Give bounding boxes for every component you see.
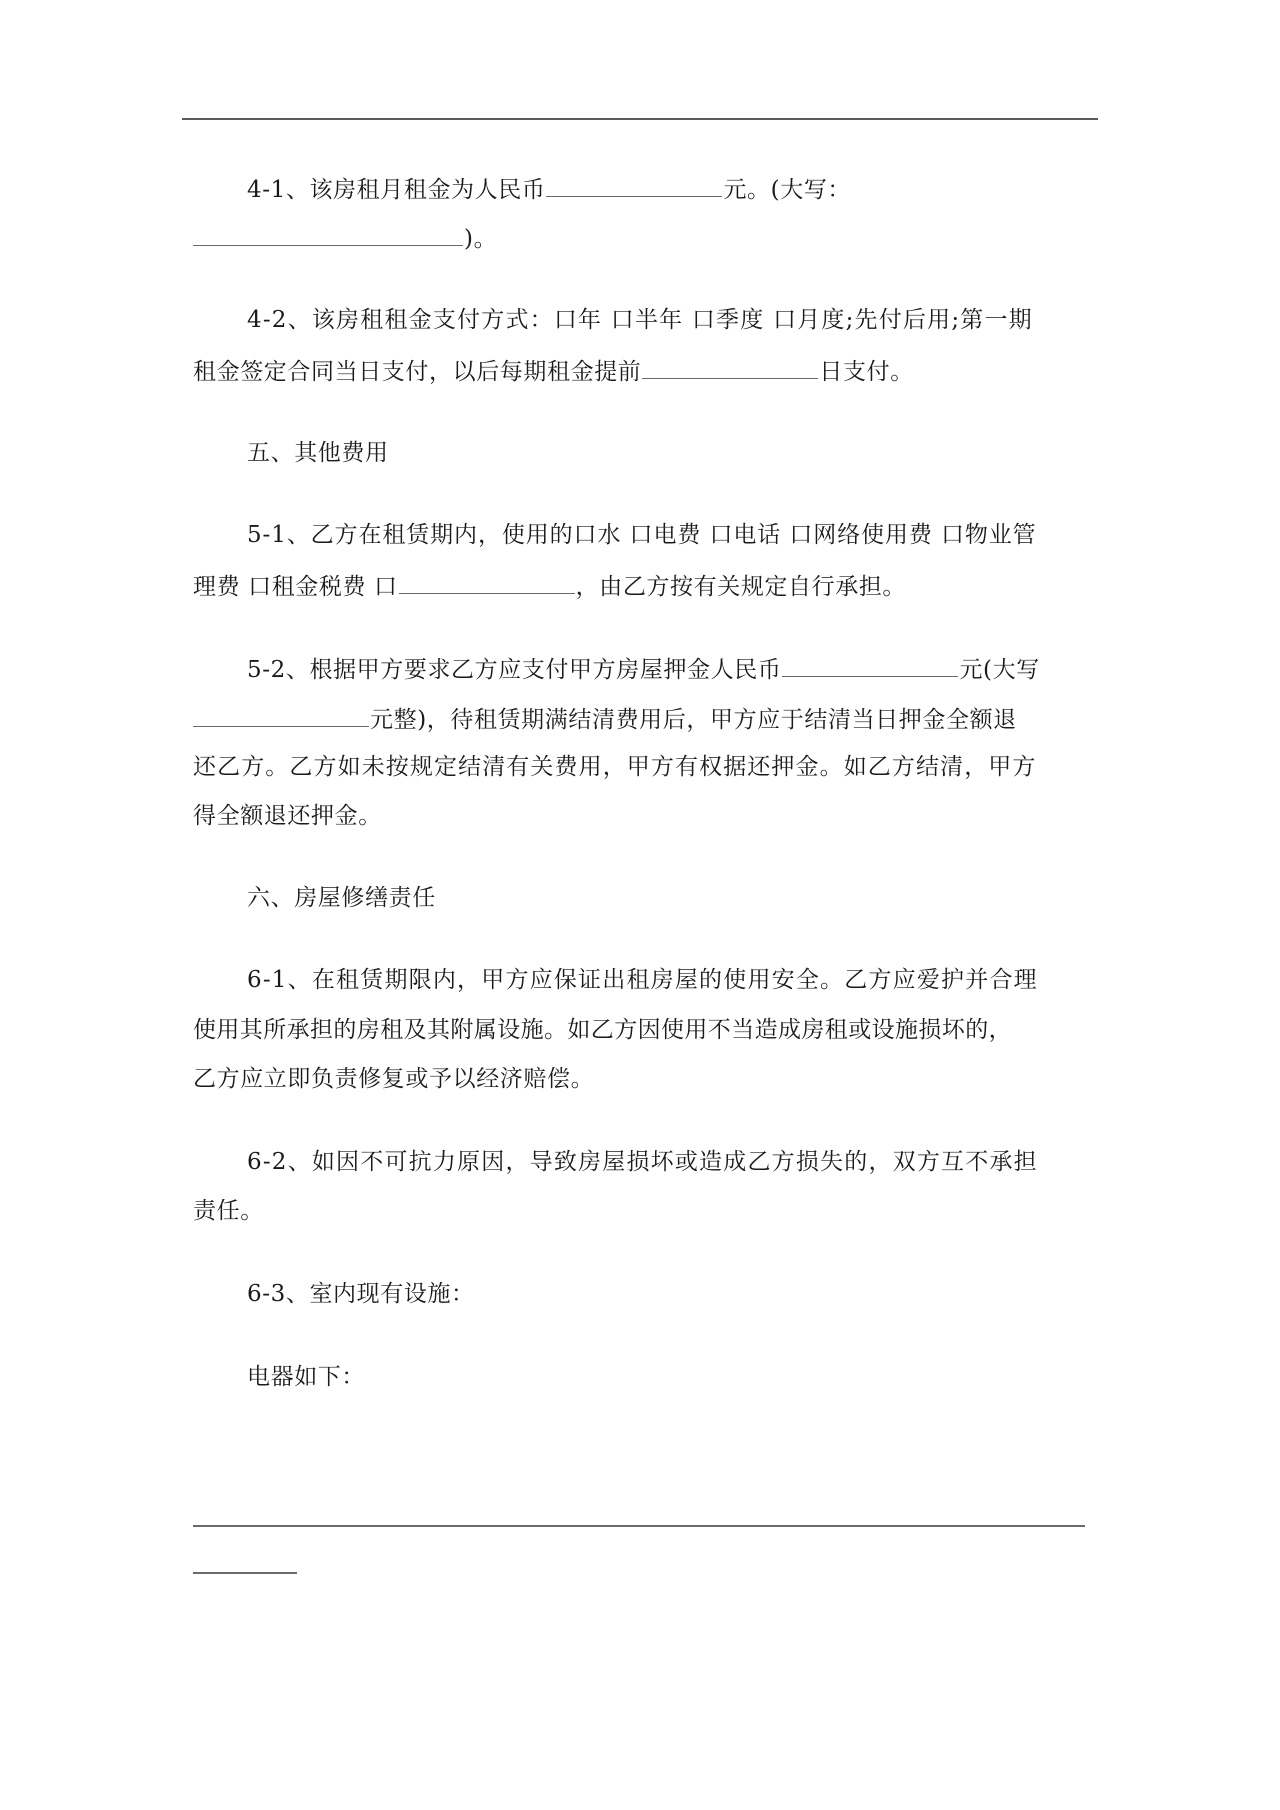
- deposit-words-blank: [193, 702, 369, 727]
- clause-5-2-suffix: 元(大写: [959, 657, 1040, 683]
- clause-6-1-line-2: 使用其所承担的房租及其附属设施。如乙方因使用不当造成房租或设施损坏的，: [193, 1017, 1012, 1043]
- clause-4-1-line-1: [247, 172, 1090, 204]
- clause-5-1-text: 理费 口租金税费 口: [193, 574, 398, 600]
- other-fee-blank: [399, 569, 575, 594]
- section-6-heading: 六、房屋修缮责任: [247, 885, 436, 911]
- header-rule: [182, 118, 1098, 120]
- deposit-amount-blank: [782, 652, 958, 677]
- clause-6-3: 6-3、室内现有设施：: [247, 1281, 475, 1307]
- clause-5-2-line-4: 得全额退还押金。: [193, 803, 382, 829]
- clause-4-2-suffix: 日支付。: [819, 359, 914, 385]
- clause-5-2-line-1: [247, 652, 1090, 684]
- appliances-fill-line: [193, 1525, 1085, 1527]
- clause-5-2-line-2-text: 元整)，待租赁期满结清费用后，甲方应于结清当日押金全额退: [370, 707, 1017, 733]
- clause-4-1-suffix: 元。(大写：: [723, 177, 852, 203]
- clause-6-1-line-3: 乙方应立即负责修复或予以经济赔偿。: [193, 1066, 595, 1092]
- clause-4-2-text: 租金签定合同当日支付，以后每期租金提前: [193, 359, 642, 385]
- clause-6-2-line-1: 6-2、如因不可抗力原因，导致房屋损坏或造成乙方损失的，双方互不承担: [247, 1149, 1038, 1175]
- clause-6-2-line-2: 责任。: [193, 1198, 264, 1224]
- rent-amount-words-blank: [193, 221, 463, 246]
- clause-4-1-close: )。: [464, 226, 498, 252]
- clause-4-2-line-2: [193, 354, 1090, 386]
- appliances-fill-line-short: [193, 1572, 297, 1574]
- clause-5-1-line-1: 5-1、乙方在租赁期内，使用的口水 口电费 口电话 口网络使用费 口物业管: [247, 522, 1037, 548]
- clause-6-1-line-1: 6-1、在租赁期限内，甲方应保证出租房屋的使用安全。乙方应爱护并合理: [247, 967, 1038, 993]
- rent-amount-blank: [546, 172, 722, 197]
- appliances-label: 电器如下：: [247, 1364, 365, 1390]
- section-5-heading: 五、其他费用: [247, 440, 389, 466]
- clause-5-1-suffix: ，由乙方按有关规定自行承担。: [575, 574, 907, 600]
- clause-4-1-text: 4-1、该房租月租金为人民币: [247, 177, 546, 203]
- clause-5-2-line-2: [193, 702, 1090, 734]
- clause-5-2-text: 5-2、根据甲方要求乙方应支付甲方房屋押金人民币: [247, 657, 782, 683]
- advance-days-blank: [642, 354, 818, 379]
- clause-5-1-line-2: [193, 569, 1090, 601]
- clause-4-1-line-2: [193, 221, 1090, 253]
- clause-4-2-line-1: 4-2、该房租租金支付方式：口年 口半年 口季度 口月度;先付后用;第一期: [247, 307, 1033, 333]
- clause-5-2-line-3: 还乙方。乙方如未按规定结清有关费用，甲方有权据还押金。如乙方结清，甲方: [193, 754, 1037, 780]
